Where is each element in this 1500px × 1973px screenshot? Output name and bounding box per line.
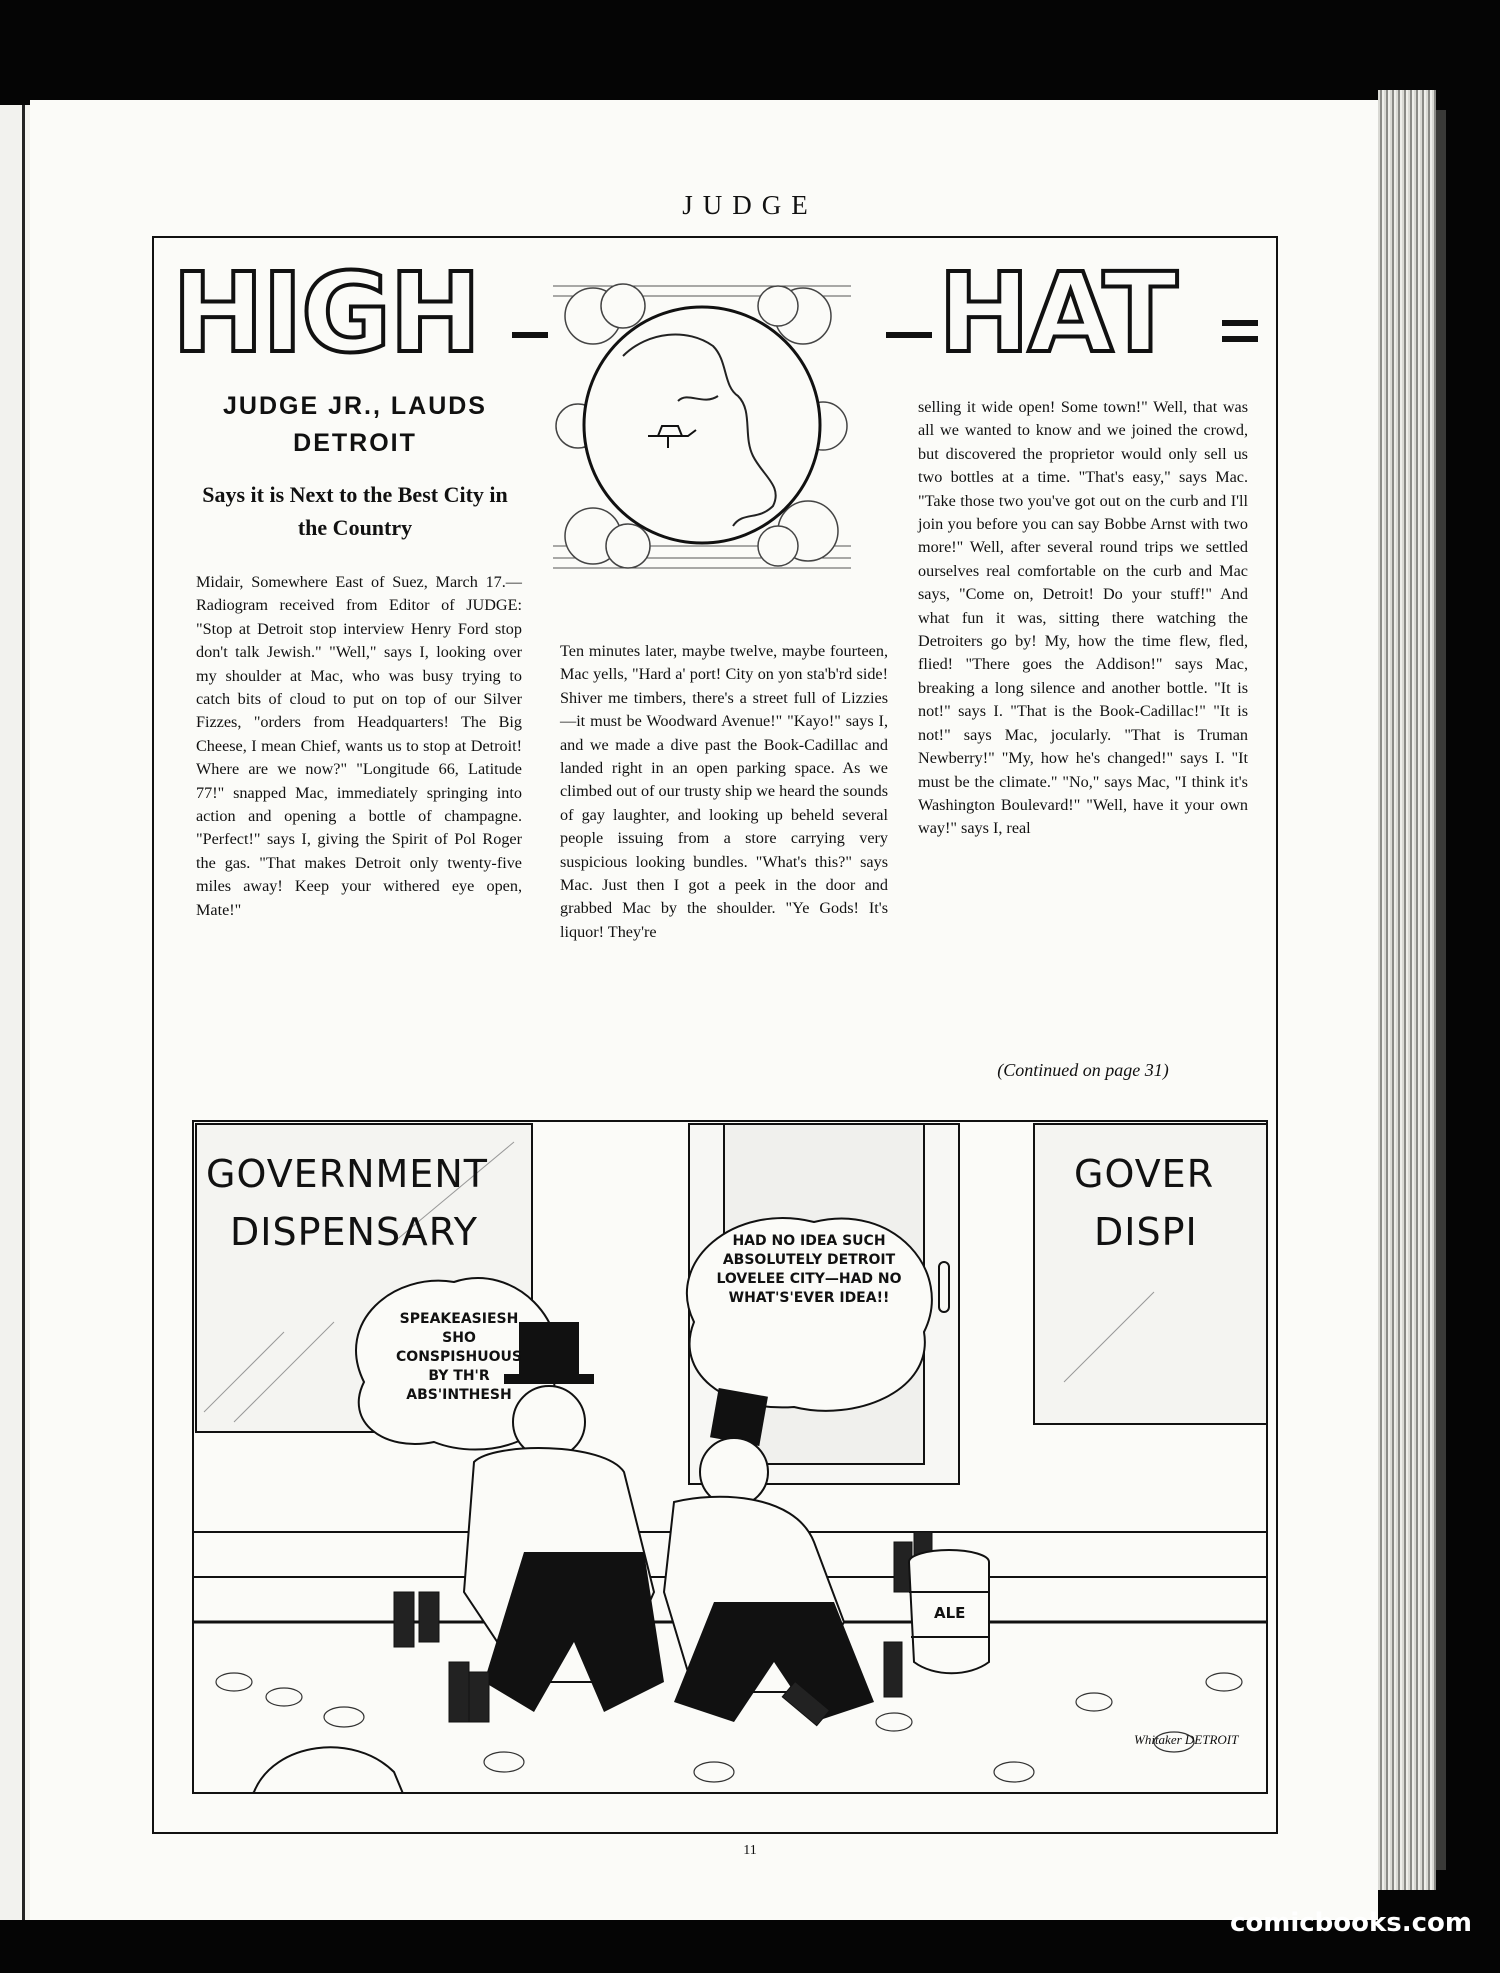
continued-note: (Continued on page 31) (997, 1060, 1169, 1080)
article-headline: JUDGE JR., LAUDS DETROIT (223, 392, 487, 457)
logo-hat: HAT (938, 249, 1176, 377)
article-column-2 (560, 640, 888, 944)
speech-bubble-left: SPEAKEASIESH SHO CONSPISHUOUS BY TH'R ABS'INTHESH (396, 1311, 522, 1403)
logo-trailing-dash (1222, 320, 1258, 326)
sign-right-line2: DISPI (1094, 1210, 1198, 1254)
column-2-text: Ten minutes later, maybe twelve, maybe fourteen, Mac yells, "Hard a' port! City on yon sta'b'rd side! Shiver me timbers, there's a street full of Lizzies—it must be Woodward Avenue!" "Kayo!" says I, and we made a dive past the Book-Cadillac and landed right in an open parking space. As we climbed out of our trusty ship we heard the sounds of gay laughter, and looking up beheld several people issuing from a store carrying very suspicious looking bundles. "What's this?" says Mac. Just then I got a peek in the door and grabbed Mac by the shoulder. "Ye Gods! It's liquor! They're (560, 642, 888, 941)
running-head: JUDGE (682, 190, 818, 220)
cartoon-panel (192, 1120, 1268, 1794)
column-1-text: Midair, Somewhere East of Suez, March 17.—Radiogram received from Editor of JUDGE: "Stop at Detroit stop interview Henry Ford stop don't talk Jewish." "Well," says I, looking over my shoulder at Mac, who was busy trying to catch bits of cloud to put on top of our Silver Fizzes, "orders from Headquarters! The Big Cheese, I mean Chief, wants us to stop at Detroit! Where are we now?" "Longitude 66, Latitude 77!" snapped Mac, immediately springing into action and opening a bottle of champagne. "Perfect!" says I, giving the Spirit of Pol Roger the gas. "That makes Detroit only twenty-five miles away! Keep your withered eye open, Mate!" (196, 573, 522, 919)
watermark: comicbooks.com (1229, 1908, 1472, 1938)
logo-high: HIGH (172, 249, 480, 377)
article-subhead: Says it is Next to the Best City in the Country (202, 482, 508, 540)
barrel-label: ALE (934, 1604, 966, 1622)
article-column-3 (918, 396, 1248, 841)
page-number: 11 (743, 1843, 757, 1858)
artist-signature: Whitaker DETROIT (1134, 1732, 1239, 1747)
sign-right-line1: GOVER (1074, 1152, 1215, 1196)
column-3-text: selling it wide open! Some town!" Well, that was all we wanted to know and we joined the crowd, but discovered the proprietor would only sell us two bottles at a time. "That's easy," says Mac. "Take those two you've got out on the curb and I'll join you before you can say Bobbe Arnst with two more!" Well, after several round trips we settled ourselves real comfortable on the curb and Mac says, "Come on, Detroit! Do your stuff!" And what fun it was, sitting there watching the Detroiters go by! My, how the time flew, fled, flied! "There goes the Addison!" says Mac, breaking a long silence and another bottle. "It is not!" says I. "That is the Book-Cadillac!" "It is not!" says Mac, jocularly. "That is Truman Newberry!" "My, how he's changed!" says I. "It must be the climate." "No," says Mac, "I think it's Washington Boulevard!" "Well, have it your own way!" says I, real (918, 398, 1248, 838)
logo-trailing-dash-2 (1222, 336, 1258, 342)
article-column-1 (196, 571, 522, 922)
globe-illustration (553, 276, 851, 574)
sign-left-line1: GOVERNMENT (206, 1152, 488, 1196)
speech-bubble-right: HAD NO IDEA SUCH ABSOLUTELY DETROIT LOVELEE CITY—HAD NO WHAT'S'EVER IDEA!! (716, 1233, 902, 1306)
page-stack-edge (1378, 90, 1436, 1890)
sign-left-line2: DISPENSARY (230, 1210, 478, 1254)
logo-dash-left (512, 332, 548, 338)
logo-dash-right (886, 332, 932, 338)
left-page-edge (0, 105, 30, 1920)
page-stack-shadow (1436, 110, 1446, 1870)
